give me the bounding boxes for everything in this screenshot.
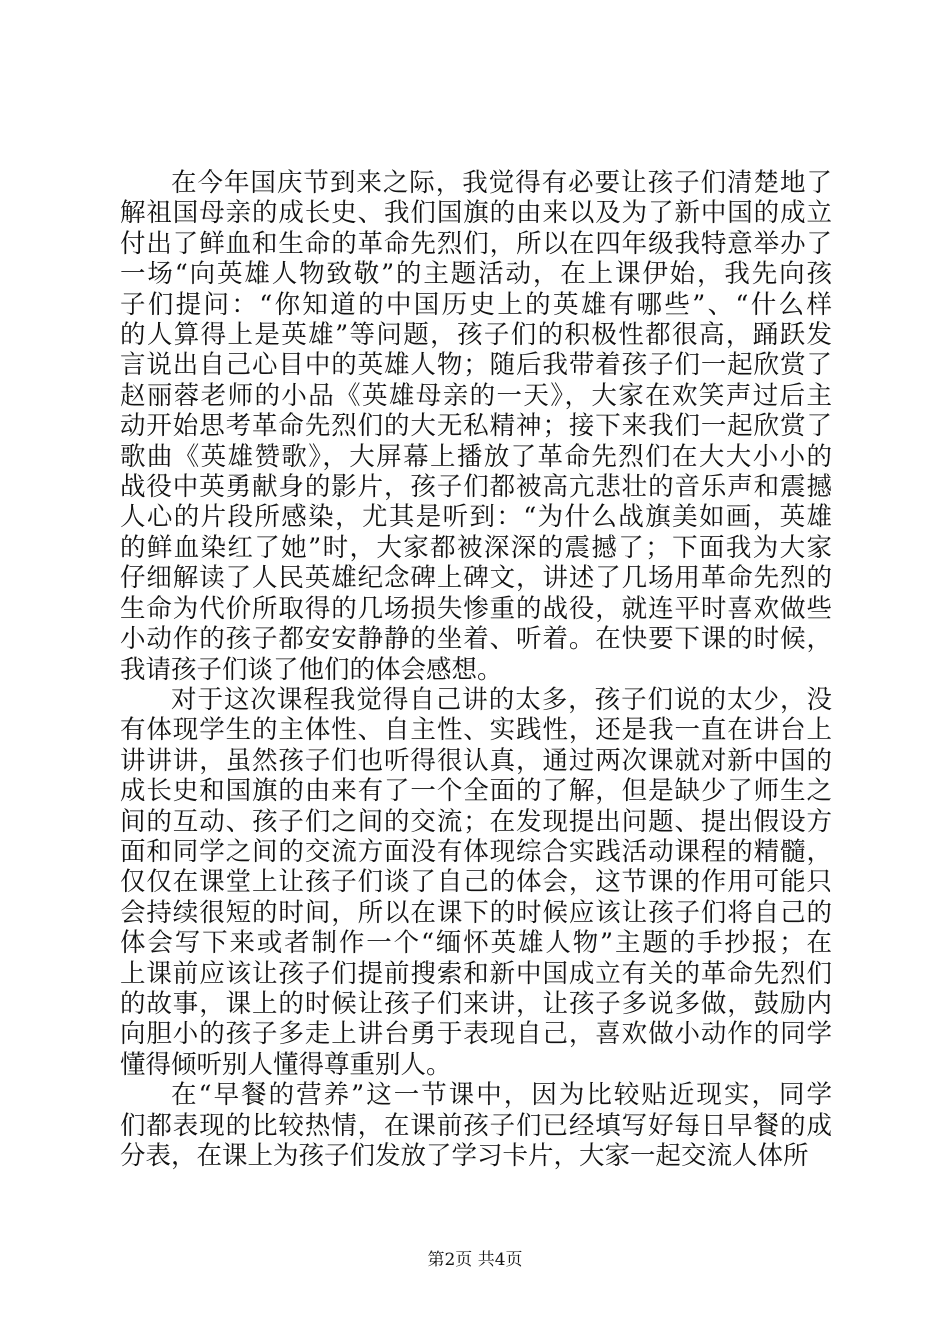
text-line: 分表，在课上为孩子们发放了学习卡片，大家一起交流人体所	[120, 1141, 809, 1171]
text-line: 歌曲《英雄赞歌》，大屏幕上播放了革命先烈们在大大小小的	[120, 441, 832, 472]
text-line: 们都表现的比较热情，在课前孩子们已经填写好每日早餐的成	[120, 1110, 832, 1141]
page-number: 第2页 共4页	[427, 1250, 523, 1270]
text-line: 生命为代价所取得的几场损失惨重的战役，就连平时喜欢做些	[120, 593, 832, 624]
text-line: 上课前应该让孩子们提前搜索和新中国成立有关的革命先烈们	[120, 958, 832, 989]
text-line: 会持续很短的时间，所以在课下的时候应该让孩子们将自己的	[120, 897, 832, 928]
text-line: 体会写下来或者制作一个“缅怀英雄人物”主题的手抄报；在	[120, 928, 832, 959]
text-line: 间的互动、孩子们之间的交流；在发现提出问题、提出假设方	[120, 806, 832, 837]
text-line: 子们提问：“你知道的中国历史上的英雄有哪些”、“什么样	[120, 289, 832, 320]
text-line: 成长史和国旗的由来有了一个全面的了解，但是缺少了师生之	[120, 776, 832, 807]
text-line: 的故事，课上的时候让孩子们来讲，让孩子多说多做，鼓励内	[120, 988, 832, 1019]
paragraph	[120, 1080, 832, 1171]
text-line: 动开始思考革命先烈们的大无私精神；接下来我们一起欣赏了	[120, 411, 832, 442]
page-footer	[0, 1245, 950, 1270]
text-line: 有体现学生的主体性、自主性、实践性，还是我一直在讲台上	[120, 715, 832, 746]
text-line: 的人算得上是英雄”等问题，孩子们的积极性都很高，踊跃发	[120, 320, 832, 351]
text-line: 讲讲讲，虽然孩子们也听得很认真，通过两次课就对新中国的	[120, 745, 832, 776]
body-text	[120, 168, 832, 1171]
text-line: 赵丽蓉老师的小品《英雄母亲的一天》，大家在欢笑声过后主	[120, 380, 832, 411]
text-line: 对于这次课程我觉得自己讲的太多，孩子们说的太少，没	[171, 684, 832, 715]
text-line: 仅仅在课堂上让孩子们谈了自己的体会，这节课的作用可能只	[120, 867, 832, 898]
text-line: 人心的片段所感染，尤其是听到：“为什么战旗美如画，英雄	[120, 502, 832, 533]
text-line: 付出了鲜血和生命的革命先烈们，所以在四年级我特意举办了	[120, 228, 832, 259]
text-line: 我请孩子们谈了他们的体会感想。	[120, 654, 503, 685]
text-line: 言说出自己心目中的英雄人物；随后我带着孩子们一起欣赏了	[120, 350, 832, 381]
text-line: 仔细解读了人民英雄纪念碑上碑文，讲述了几场用革命先烈的	[120, 563, 832, 594]
text-line: 小动作的孩子都安安静静的坐着、听着。在快要下课的时候，	[120, 624, 832, 655]
text-line: 在今年国庆节到来之际，我觉得有必要让孩子们清楚地了	[171, 168, 832, 198]
text-line: 面和同学之间的交流方面没有体现综合实践活动课程的精髓，	[120, 836, 832, 867]
text-line: 在“早餐的营养”这一节课中，因为比较贴近现实，同学	[171, 1080, 832, 1111]
paragraph	[120, 685, 832, 1080]
text-line: 战役中英勇献身的影片，孩子们都被高亢悲壮的音乐声和震撼	[120, 472, 832, 503]
text-line: 向胆小的孩子多走上讲台勇于表现自己，喜欢做小动作的同学	[120, 1019, 832, 1050]
text-line: 解祖国母亲的成长史、我们国旗的由来以及为了新中国的成立	[120, 198, 832, 229]
text-line: 一场“向英雄人物致敬”的主题活动，在上课伊始，我先向孩	[120, 259, 832, 290]
text-line: 懂得倾听别人懂得尊重别人。	[120, 1049, 452, 1080]
paragraph	[120, 168, 832, 685]
text-line: 的鲜血染红了她”时，大家都被深深的震撼了；下面我为大家	[120, 532, 832, 563]
